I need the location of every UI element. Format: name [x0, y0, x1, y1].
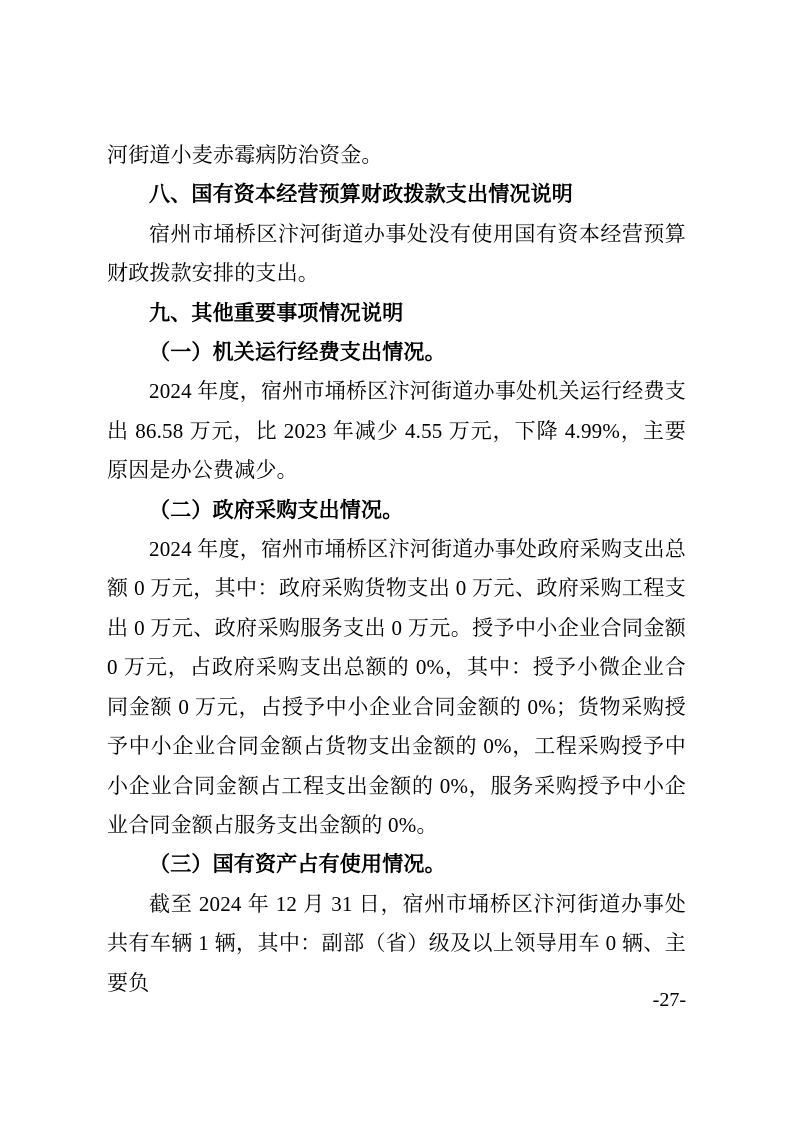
page-number: -27-: [652, 989, 686, 1011]
subsection-heading-government-procurement: （二）政府采购支出情况。: [149, 497, 404, 522]
paragraph-government-procurement: 2024 年度，宿州市埇桥区汴河街道办事处政府采购支出总额 0 万元，其中：政府采购货物支出 0 万元、政府采购工程支出 0 万元、政府采购服务支出 0 万元。授予中小企业合同金额 0 万元，占政府采购支出总额的 0%，其中：授予小微企业合同金额 0 万元，占授予中小企业合同金额的 0%；货物采购授予中小企业合同金额占货物支出金额的 0%，工程采购授予中小企业合同金额占工程支出金额的 0%，服务采购授予中小企业合同金额占服务支出金额的 0%。: [107, 537, 686, 837]
paragraph-state-asset-usage: 截至 2024 年 12 月 31 日，宿州市埇桥区汴河街道办事处共有车辆 1 辆，其中：副部（省）级及以上领导用车 0 辆、主要负: [107, 891, 686, 995]
document-content: [107, 136, 686, 1003]
subsection-heading-agency-operating-expense: （一）机关运行经费支出情况。: [149, 340, 446, 365]
paragraph-continuation-wheat-fund: 河街道小麦赤霉病防治资金。: [107, 143, 383, 167]
subsection-heading-state-asset-usage: （三）国有资产占有使用情况。: [149, 852, 446, 877]
section-heading-state-capital-budget: 八、国有资本经营预算财政拨款支出情况说明: [149, 182, 573, 207]
paragraph-agency-operating-expense: 2024 年度，宿州市埇桥区汴河街道办事处机关运行经费支出 86.58 万元，比 2023 年减少 4.55 万元，下降 4.99%，主要原因是办公费减少。: [107, 379, 686, 483]
paragraph-state-capital-budget: 宿州市埇桥区汴河街道办事处没有使用国有资本经营预算财政拨款安排的支出。: [107, 221, 686, 286]
section-heading-other-important-matters: 九、其他重要事项情况说明: [149, 300, 404, 325]
